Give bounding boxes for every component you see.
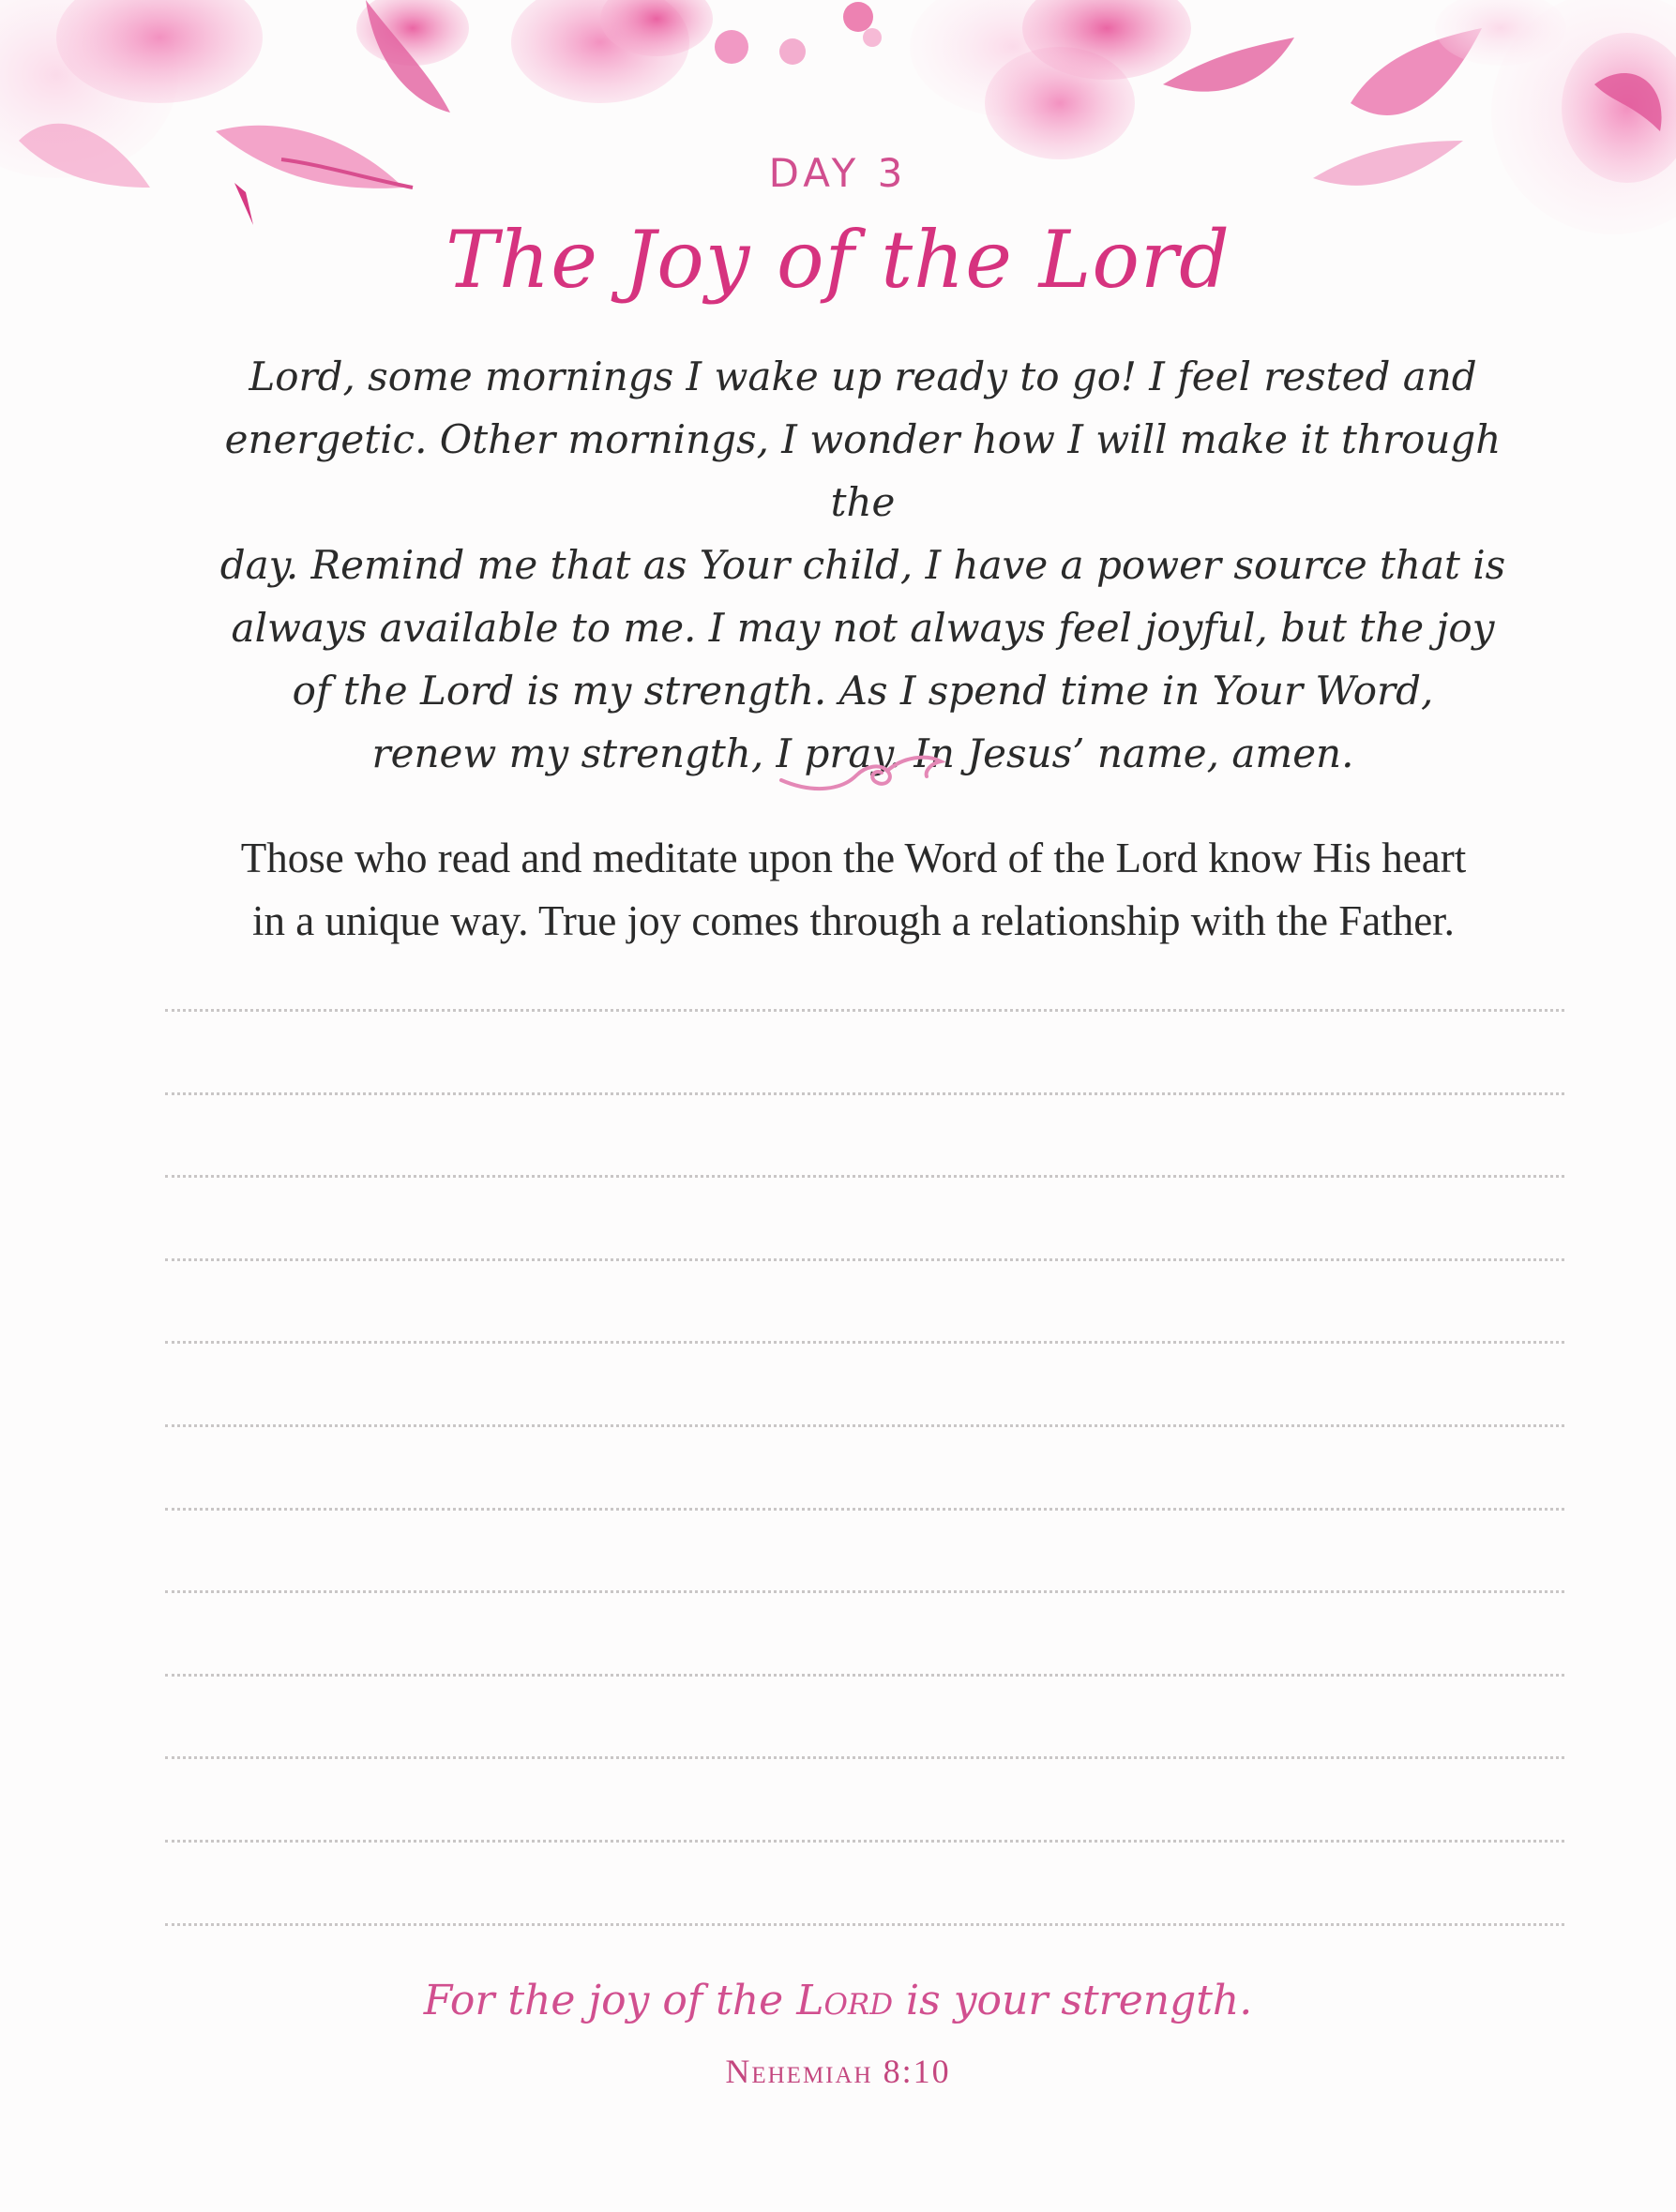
verse-text-before: For the joy of the: [423, 1977, 797, 2024]
prayer-line: energetic. Other mornings, I wonder how I will make it through the: [224, 416, 1502, 525]
journal-line[interactable]: [165, 1009, 1564, 1012]
prayer-line: renew my strength, I pray. In Jesus’ name, amen.: [371, 730, 1354, 776]
journal-line[interactable]: [165, 1424, 1564, 1427]
prayer-line: day. Remind me that as Your child, I have a power source that is: [219, 542, 1506, 588]
prayer-line: of the Lord is my strength. As I spend time in Your Word,: [292, 668, 1434, 714]
scripture-verse: [0, 1977, 1676, 2024]
journal-line[interactable]: [165, 1756, 1564, 1759]
journal-line[interactable]: [165, 1840, 1564, 1843]
journal-line[interactable]: [165, 1590, 1564, 1593]
journal-line[interactable]: [165, 1508, 1564, 1511]
journal-writing-area[interactable]: [165, 1009, 1564, 1928]
reflection-line: in a unique way. True joy comes through a relationship with the Father.: [252, 897, 1455, 944]
flourish-divider-icon: [777, 743, 945, 799]
prayer-line: Lord, some mornings I wake up ready to go! I feel rested and: [249, 354, 1477, 399]
journal-line[interactable]: [165, 1258, 1564, 1261]
reflection-line: Those who read and meditate upon the Word of the Lord know His heart: [240, 835, 1467, 881]
journal-line[interactable]: [165, 1175, 1564, 1178]
journal-line[interactable]: [165, 1674, 1564, 1677]
prayer-line: always available to me. I may not always feel joyful, but the joy: [231, 605, 1495, 651]
prayer-paragraph: [188, 345, 1538, 785]
day-label: DAY 3: [768, 150, 908, 196]
verse-reference: Nehemiah 8:10: [725, 2053, 951, 2090]
page-title: The Joy of the Lord: [445, 214, 1231, 306]
journal-line[interactable]: [165, 1092, 1564, 1095]
verse-lord: Lord: [796, 1977, 894, 2024]
journal-line[interactable]: [165, 1923, 1564, 1926]
journal-line[interactable]: [165, 1341, 1564, 1344]
reflection-paragraph: [141, 827, 1566, 953]
verse-text-after: is your strength.: [893, 1977, 1253, 2024]
